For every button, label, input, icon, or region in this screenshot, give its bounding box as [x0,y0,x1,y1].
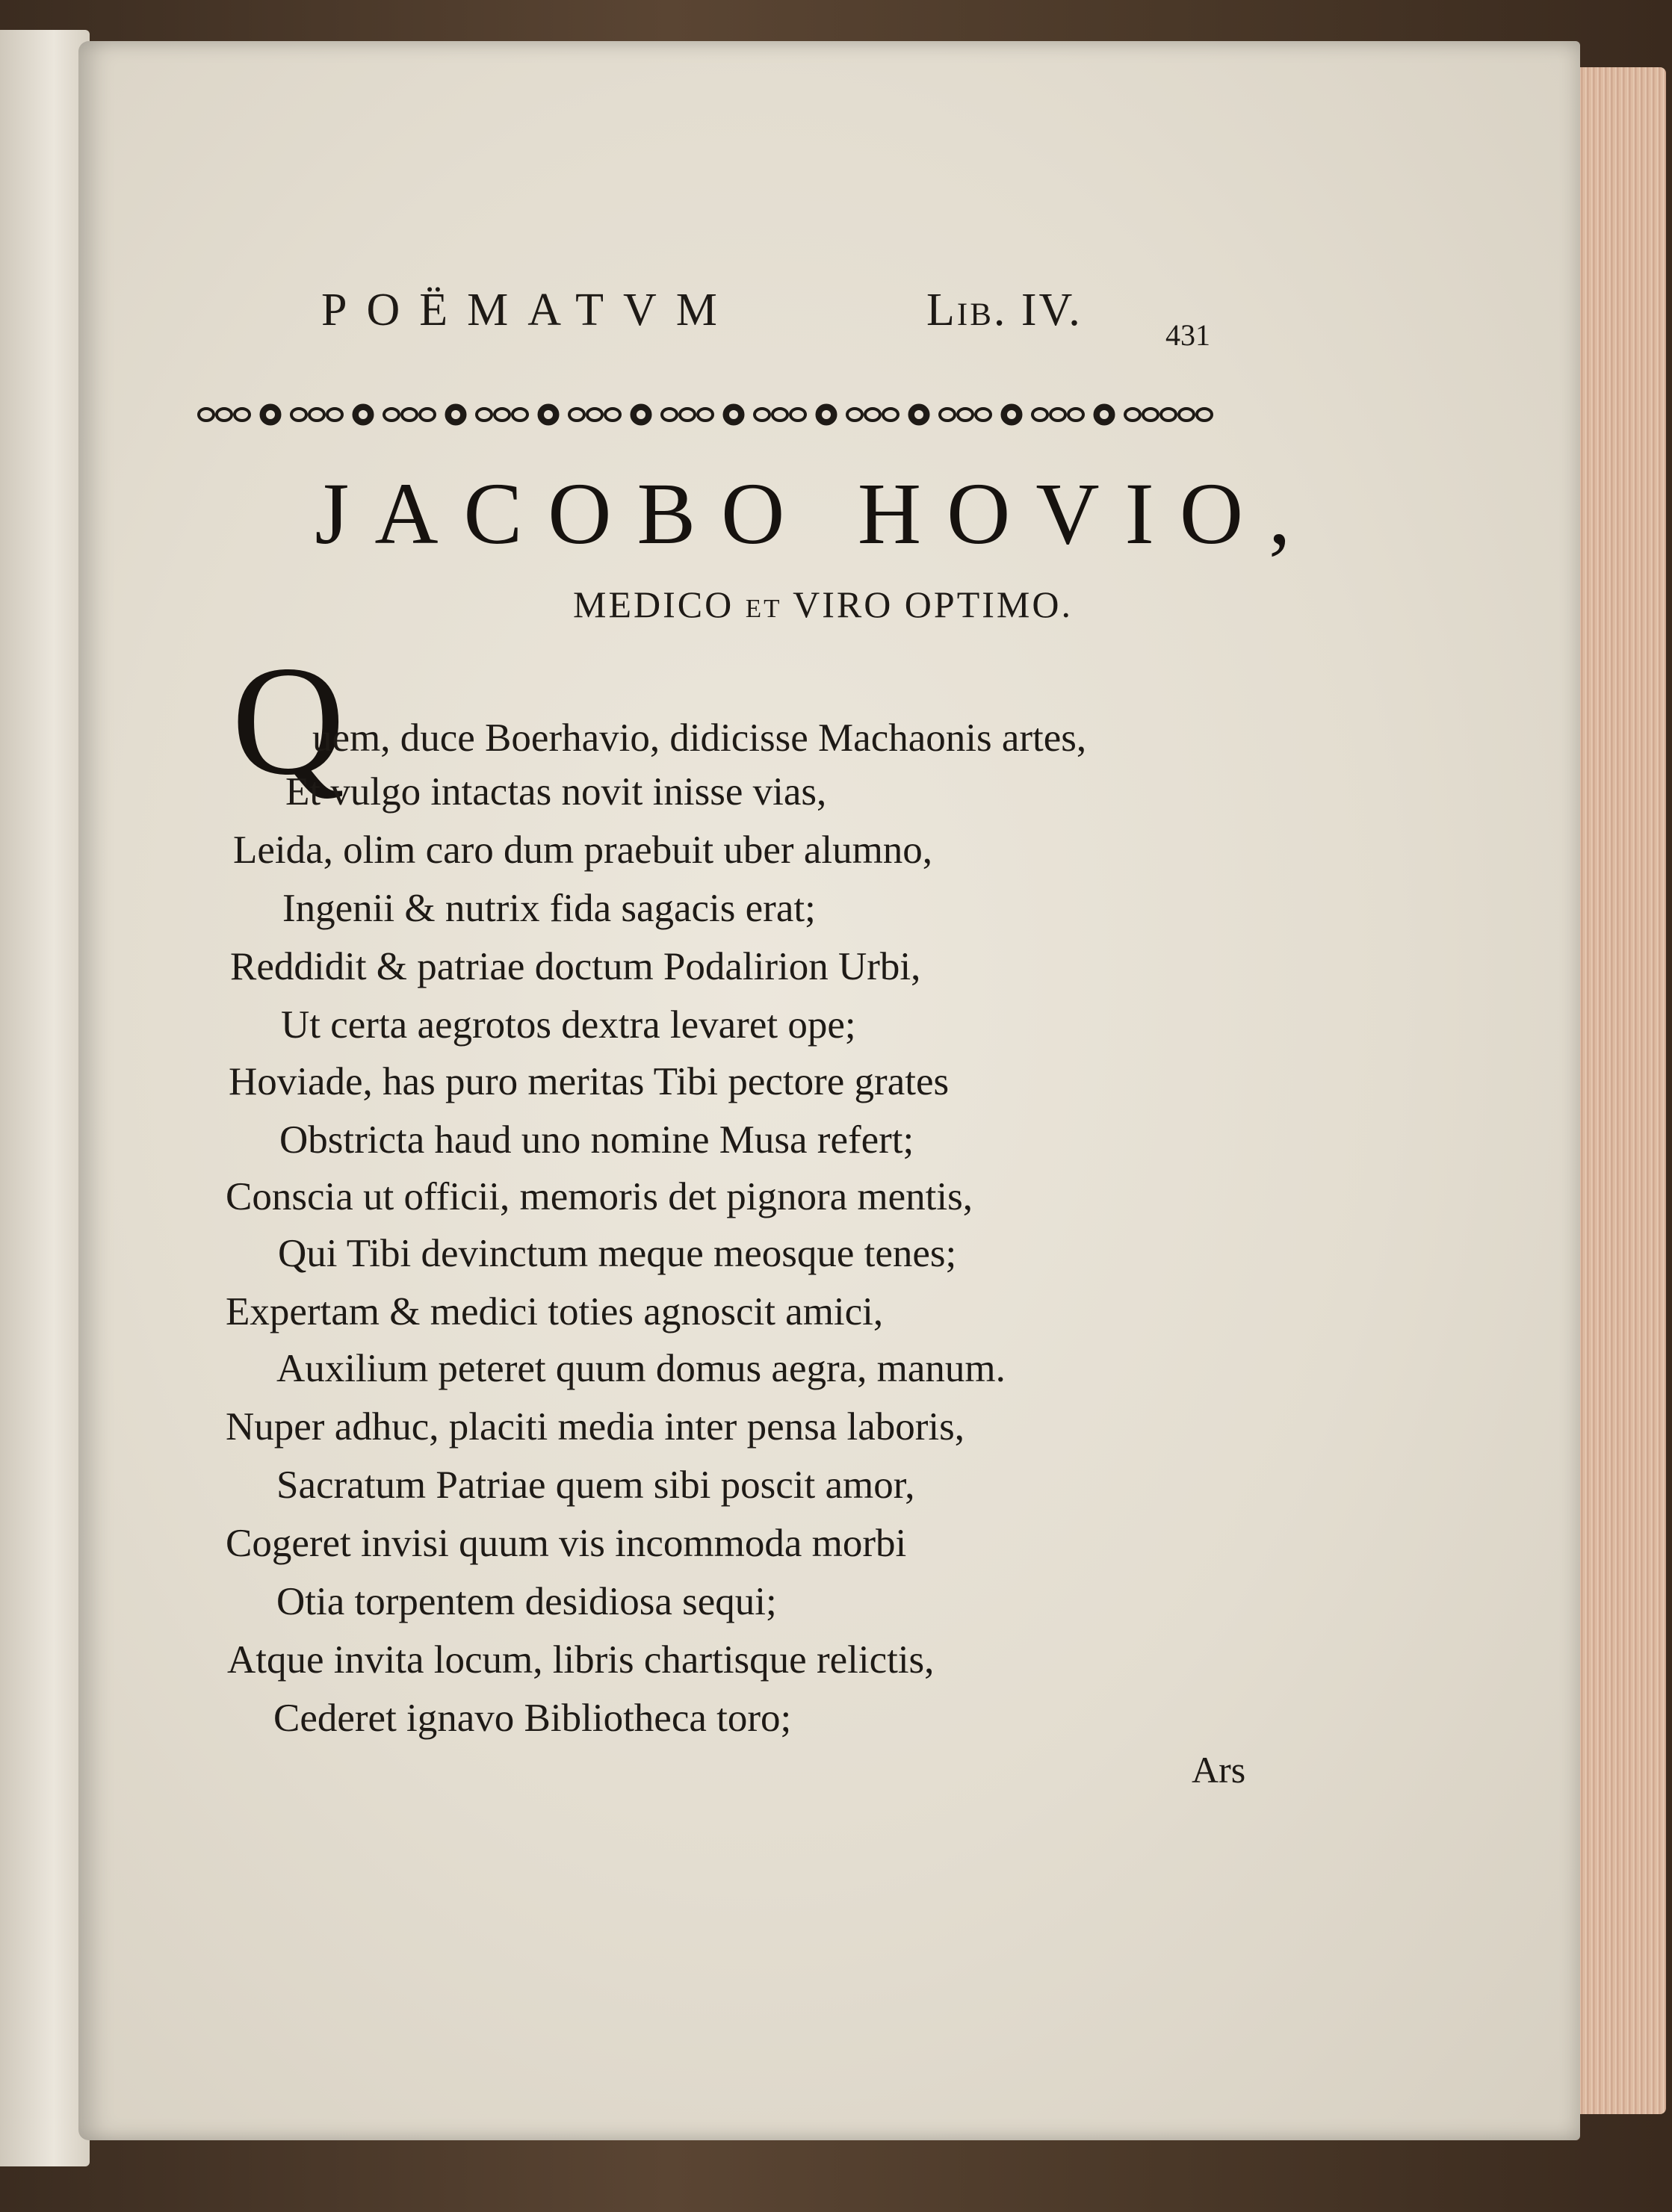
poem-line: Nuper adhuc, placiti media inter pensa laboris, [226,1405,965,1449]
poem-line: Qui Tibi devinctum meque meosque tenes; [278,1232,957,1275]
catchword: Ars [1192,1749,1246,1791]
poem-line: Auxilium peteret quum domus aegra, manum. [276,1347,1006,1390]
poem-line: Ingenii & nutrix fida sagacis erat; [282,887,816,930]
poem-line: Ut certa aegrotos dextra levaret ope; [281,1003,856,1047]
poem-line: Cederet ignavo Bibliotheca toro; [273,1697,792,1740]
poem-line: Leida, olim caro dum praebuit uber alumno, [233,828,933,872]
poem-line: Otia torpentem desidiosa sequi; [276,1580,777,1623]
poem-line: Sacratum Patriae quem sibi poscit amor, [276,1463,915,1507]
page-number: 431 [1165,318,1210,352]
poem-line: Reddidit & patriae doctum Podalirion Urbi, [230,945,921,988]
poem-line: Expertam & medici toties agnoscit amici, [226,1290,884,1333]
running-head-book: Lib. IV. [926,285,1083,335]
left-page-edge [0,30,90,2166]
poem-dedication: MEDICO et VIRO OPTIMO. [573,583,1073,625]
ornament-rule [196,392,1230,437]
poem-line: Atque invita locum, libris chartisque relictis, [227,1638,935,1682]
poem-line: Conscia ut officii, memoris det pignora mentis, [226,1175,973,1218]
poem-line: Et vulgo intactas novit inisse vias, [285,770,827,814]
poem-line: Obstricta haud uno nomine Musa refert; [279,1118,914,1162]
drop-cap: Q [232,634,345,808]
running-head-title: POËMATVM [321,285,737,335]
poem-line: Cogeret invisi quum vis incommoda morbi [226,1522,907,1565]
poem-line: uem, duce Boerhavio, didicisse Machaonis artes, [312,716,1087,760]
poem-line: Hoviade, has puro meritas Tibi pectore grates [229,1060,950,1103]
poem-title: JACOBO HOVIO, [315,465,1316,563]
